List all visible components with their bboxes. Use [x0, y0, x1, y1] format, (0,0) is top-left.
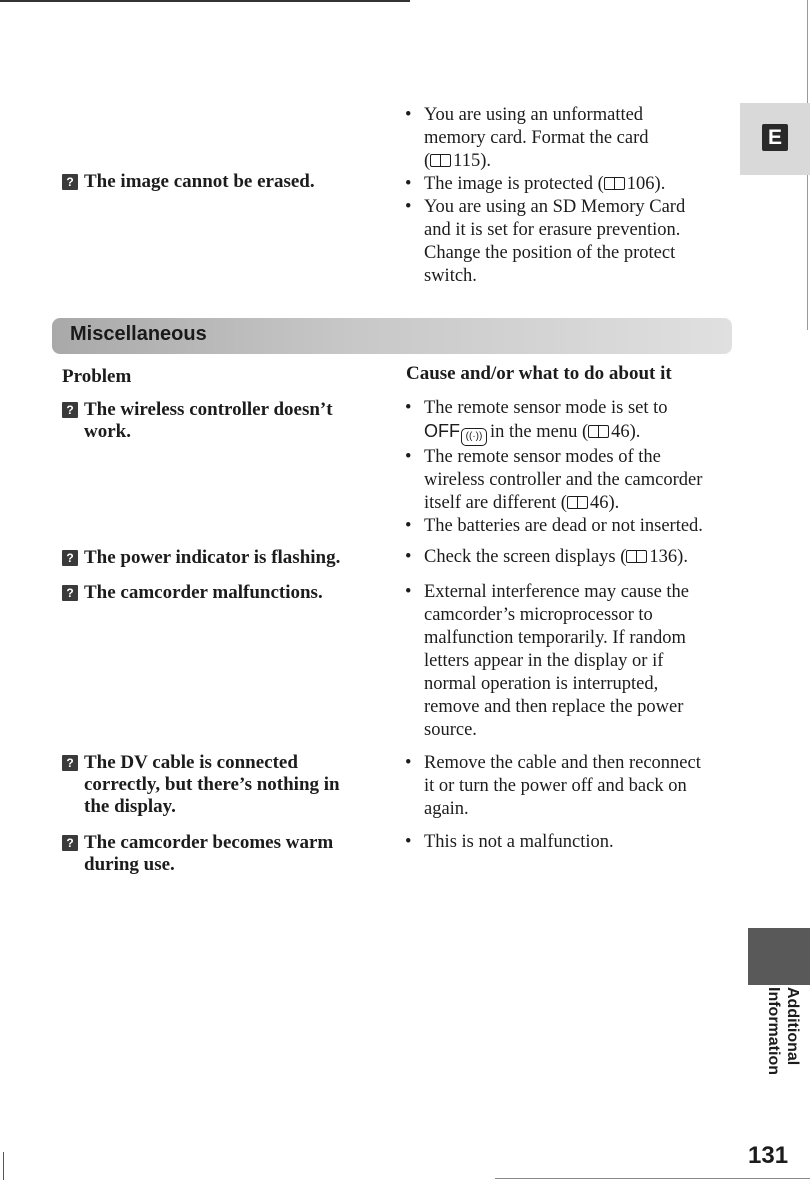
bullet: • — [405, 832, 412, 852]
bullet: • — [405, 447, 412, 467]
page-number: 131 — [748, 1142, 789, 1169]
book-icon — [567, 496, 588, 509]
causes-wireless-controller — [405, 397, 735, 538]
top-rule — [0, 0, 410, 2]
bullet: • — [405, 105, 412, 125]
cause-line: External interference may cause the — [424, 582, 690, 602]
cause-line: normal operation is interrupted, — [424, 674, 659, 694]
section-tab — [748, 928, 810, 985]
causes-dv-cable — [405, 752, 735, 821]
cause-line: itself are different ( 46). — [424, 493, 620, 513]
column-header-problem: Problem — [62, 366, 132, 387]
cause-item — [405, 173, 735, 196]
bullet: • — [405, 547, 412, 567]
bullet: • — [405, 516, 412, 536]
problem-line: the display. — [84, 796, 176, 817]
side-label-line: Information — [765, 987, 782, 1075]
cause-line: letters appear in the display or if — [424, 651, 664, 671]
problem-line: correctly, but there’s nothing in — [84, 774, 340, 795]
side-label — [752, 987, 802, 1087]
off-label: OFF — [424, 421, 460, 441]
cause-line: it or turn the power off and back on — [424, 776, 687, 796]
question-icon: ? — [62, 402, 78, 418]
book-icon — [626, 550, 647, 563]
cause-line: switch. — [424, 266, 477, 286]
causes-camcorder-malfunctions — [405, 581, 735, 742]
problem-line: The wireless controller doesn’t — [84, 399, 333, 420]
page-ref: 136 — [649, 547, 678, 567]
problem-line: during use. — [84, 854, 175, 875]
side-label-line: Additional — [784, 987, 801, 1066]
page-ref: 106 — [626, 174, 655, 194]
language-tab — [740, 103, 810, 175]
cause-line: This is not a malfunction. — [424, 832, 614, 852]
cause-line: again. — [424, 799, 469, 819]
cause-line: The remote sensor mode is set to — [424, 398, 668, 418]
cause-item — [405, 196, 735, 288]
bullet: • — [405, 398, 412, 418]
causes-camcorder-warm — [405, 831, 735, 854]
problem-line: work. — [84, 421, 131, 442]
cause-line: The remote sensor modes of the — [424, 447, 661, 467]
cause-item — [405, 104, 735, 173]
section-header — [52, 318, 732, 354]
book-icon — [588, 425, 609, 438]
problem-power-indicator — [62, 547, 384, 569]
problem-camcorder-warm — [62, 832, 384, 876]
problem-camcorder-malfunctions — [62, 582, 384, 604]
cause-item — [405, 752, 735, 821]
problem-line: The power indicator is flashing. — [84, 547, 341, 568]
cause-item — [405, 515, 735, 538]
cause-item — [405, 581, 735, 742]
problem-line: The camcorder becomes warm — [84, 832, 334, 853]
cause-line: memory card. Format the card — [424, 128, 649, 148]
cause-line: You are using an unformatted — [424, 105, 644, 125]
cause-line: The batteries are dead or not inserted. — [424, 516, 703, 536]
cause-line: OFF ((·)) in the menu ( 46). — [424, 420, 735, 446]
causes-image-cannot-be-erased — [405, 104, 735, 288]
bullet: • — [405, 174, 412, 194]
question-icon: ? — [62, 835, 78, 851]
cause-item — [405, 831, 735, 854]
question-icon: ? — [62, 550, 78, 566]
problem-image-cannot-be-erased — [62, 171, 384, 193]
causes-power-indicator — [405, 546, 735, 569]
problem-line: The DV cable is connected — [84, 752, 298, 773]
remote-sensor-icon: ((·)) — [461, 428, 487, 446]
cause-line: wireless controller and the camcorder — [424, 470, 703, 490]
cause-item — [405, 397, 735, 446]
bullet: • — [405, 197, 412, 217]
cause-item — [405, 446, 735, 515]
cause-item — [405, 546, 735, 569]
problem-text: The image cannot be erased. — [84, 171, 315, 192]
question-icon: ? — [62, 755, 78, 771]
question-icon: ? — [62, 174, 78, 190]
cause-line: camcorder’s microprocessor to — [424, 605, 653, 625]
cause-line: ( 115). — [424, 151, 492, 171]
cause-line: malfunction temporarily. If random — [424, 628, 686, 648]
cause-line: source. — [424, 720, 477, 740]
left-edge-mark — [3, 1152, 4, 1180]
column-header-cause: Cause and/or what to do about it — [406, 363, 672, 384]
page-ref: 115 — [453, 151, 481, 171]
cause-line: remove and then replace the power — [424, 697, 684, 717]
bottom-rule — [495, 1178, 810, 1179]
cause-line: Change the position of the protect — [424, 243, 676, 263]
cause-line: You are using an SD Memory Card — [424, 197, 686, 217]
cause-line: Check the screen displays ( 136). — [424, 547, 688, 567]
page-ref: 46 — [611, 422, 630, 442]
bullet: • — [405, 753, 412, 773]
question-icon: ? — [62, 585, 78, 601]
problem-line: The camcorder malfunctions. — [84, 582, 323, 603]
cause-line: and it is set for erasure prevention. — [424, 220, 681, 240]
book-icon — [604, 177, 625, 190]
page-ref: 46 — [589, 493, 609, 513]
book-icon — [430, 154, 451, 167]
problem-wireless-controller — [62, 399, 384, 443]
cause-line: Remove the cable and then reconnect — [424, 753, 701, 773]
section-title: Miscellaneous — [70, 323, 207, 345]
cause-line: The image is protected ( 106). — [424, 174, 666, 194]
bullet: • — [405, 582, 412, 602]
language-badge: E — [762, 124, 788, 151]
problem-dv-cable — [62, 752, 384, 818]
